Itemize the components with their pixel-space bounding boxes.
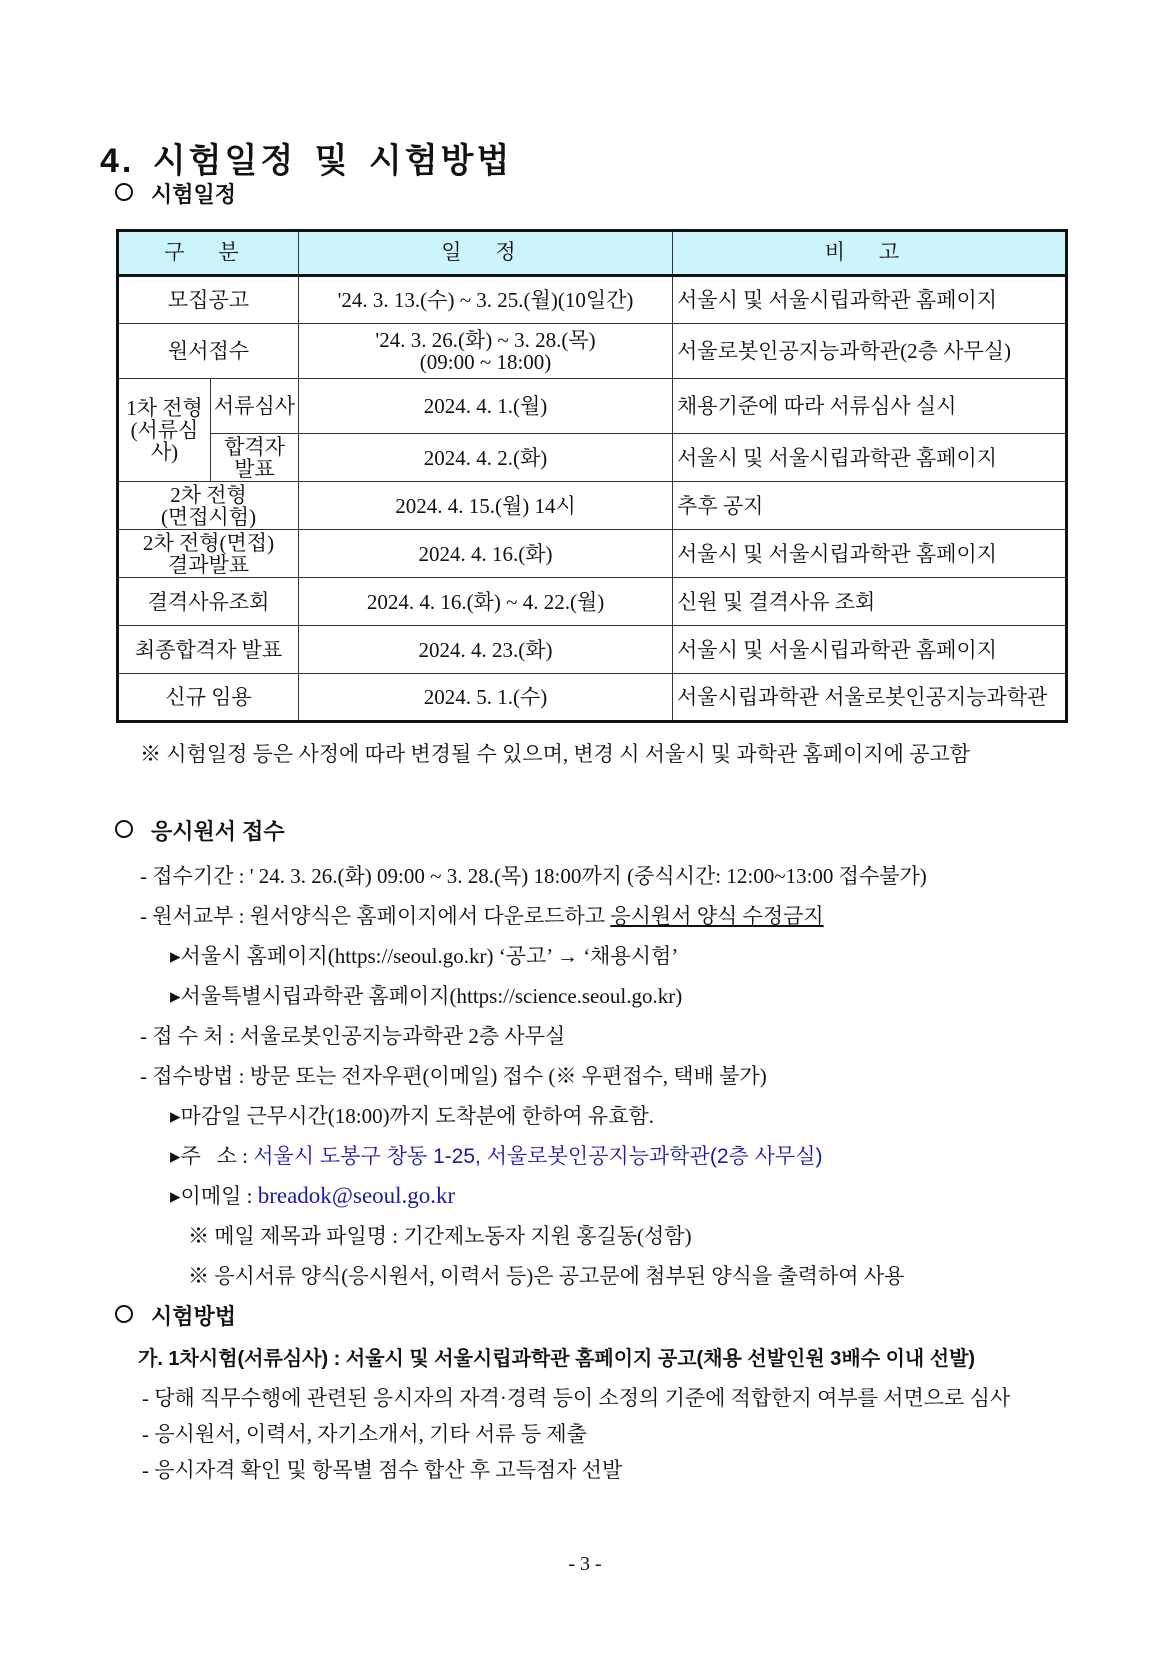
table-row: 신규 임용 2024. 5. 1.(수) 서울시립과학관 서울로봇인공지능과학관 [118, 674, 1067, 722]
subsection-method-title: 시험방법 [115, 1300, 236, 1331]
address-line: ▸주 소 : 서울시 도봉구 창동 1-25, 서울로봇인공지능과학관(2층 사무실) [170, 1144, 823, 1168]
email-line: ▸이메일 : breadok@seoul.go.kr [170, 1183, 456, 1208]
application-place: - 접 수 처 : 서울로봇인공지능과학관 2층 사무실 [140, 1024, 566, 1048]
email-link[interactable]: breadok@seoul.go.kr [257, 1183, 456, 1208]
table-row: 2차 전형(면접) 결과발표 2024. 4. 16.(화) 서울시 및 서울시립과학관 홈페이지 [118, 530, 1067, 578]
table-row: 결격사유조회 2024. 4. 16.(화) ~ 4. 22.(월) 신원 및 결격사유 조회 [118, 578, 1067, 626]
table-row: 모집공고 '24. 3. 13.(수) ~ 3. 25.(월)(10일간) 서울시 및 서울시립과학관 홈페이지 [118, 276, 1067, 324]
method-item: - 응시자격 확인 및 항목별 점수 합산 후 고득점자 선발 [142, 1458, 623, 1482]
application-method: - 접수방법 : 방문 또는 전자우편(이메일) 접수 (※ 우편접수, 택배 불가) [140, 1064, 767, 1088]
mail-title-note: ※ 메일 제목과 파일명 : 기간제노동자 지원 홍길동(성함) [188, 1224, 692, 1248]
science-homepage-link[interactable]: ▸서울특별시립과학관 홈페이지(https://science.seoul.go.kr) [170, 984, 683, 1008]
table-row: 2차 전형 (면접시험) 2024. 4. 15.(월) 14시 추후 공지 [118, 482, 1067, 530]
table-header-row [118, 231, 1067, 276]
subsection-schedule-title: 시험일정 [115, 178, 236, 209]
header-note: 비 고 [673, 231, 1067, 276]
method-item: - 응시원서, 이력서, 자기소개서, 기타 서류 등 제출 [142, 1422, 587, 1446]
subsection-application-title: 응시원서 접수 [115, 815, 285, 846]
table-row: 최종합격자 발표 2024. 4. 23.(화) 서울시 및 서울시립과학관 홈페이지 [118, 626, 1067, 674]
forms-note: ※ 응시서류 양식(응시원서, 이력서 등)은 공고문에 첨부된 양식을 출력하여 사용 [188, 1264, 905, 1288]
circle-bullet-icon [115, 1305, 133, 1323]
method-item: - 당해 직무수행에 관련된 응시자의 자격·경력 등이 소정의 기준에 적합한지 여부를 서면으로 심사 [142, 1386, 1011, 1410]
deadline-note: ▸마감일 근무시간(18:00)까지 도착분에 한하여 유효함. [170, 1104, 655, 1128]
header-date: 일 정 [299, 231, 673, 276]
table-row: 1차 전형 (서류심사) 서류심사 2024. 4. 1.(월) 채용기준에 따라 서류심사 실시 [118, 379, 1067, 434]
circle-bullet-icon [115, 820, 133, 838]
header-category: 구 분 [118, 231, 299, 276]
form-edit-warning: 응시원서 양식 수정금지 [610, 904, 824, 928]
table-row: 합격자 발표 2024. 4. 2.(화) 서울시 및 서울시립과학관 홈페이지 [118, 434, 1067, 482]
address-value: 서울시 도봉구 창동 1-25, 서울로봇인공지능과학관(2층 사무실) [253, 1145, 823, 1168]
application-form: - 원서교부 : 원서양식은 홈페이지에서 다운로드하고 응시원서 양식 수정금지 [140, 904, 824, 928]
circle-bullet-icon [115, 183, 133, 201]
group-cell: 1차 전형 (서류심사) [118, 379, 211, 482]
step1-title: 가. 1차시험(서류심사) : 서울시 및 서울시립과학관 홈페이지 공고(채용 선발인원 3배수 이내 선발) [138, 1348, 976, 1370]
schedule-table [116, 229, 1068, 723]
schedule-footnote: ※ 시험일정 등은 사정에 따라 변경될 수 있으며, 변경 시 서울시 및 과학관 홈페이지에 공고함 [140, 742, 971, 766]
page-number: - 3 - [568, 1553, 602, 1575]
section-heading: 4. 시험일정 및 시험방법 [100, 142, 513, 180]
table-row: 원서접수 '24. 3. 26.(화) ~ 3. 28.(목) (09:00 ~ 18:00) 서울로봇인공지능과학관(2층 사무실) [118, 324, 1067, 379]
application-period: - 접수기간 : ' 24. 3. 26.(화) 09:00 ~ 3. 28.(목) 18:00까지 (중식시간: 12:00~13:00 접수불가) [140, 864, 927, 888]
seoul-homepage-link[interactable]: ▸서울시 홈페이지(https://seoul.go.kr) ‘공고’ → ‘채용시험’ [170, 944, 679, 968]
